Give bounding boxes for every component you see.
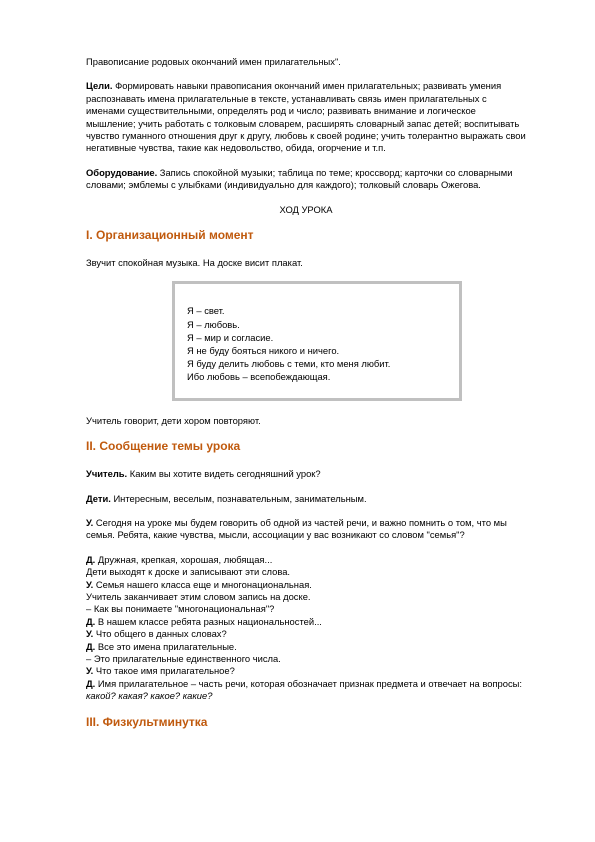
speech-text: Каким вы хотите видеть сегодняшний урок? [127, 468, 321, 480]
goals-label: Цели. [86, 80, 113, 92]
speaker-label: Дети. [86, 492, 111, 504]
lesson-heading: ХОД УРОКА [279, 203, 333, 215]
dialogue-line [86, 579, 526, 591]
dialogue-line: Дети выходят к доске и записывают эти слова. [86, 566, 291, 578]
dialogue-line [86, 641, 526, 653]
dialogue-line [86, 678, 526, 703]
dialogue-line: – Как вы понимаете "многонациональная"? [86, 603, 275, 615]
section1-after: Учитель говорит, дети хором повторяют. [86, 414, 261, 426]
speaker-label: У. [86, 665, 94, 677]
speech-text: Все это имена прилагательные. [95, 640, 237, 652]
section-heading-2: II. Сообщение темы урока [86, 439, 241, 454]
dialogue-line [86, 665, 526, 677]
question-words: какой? какая? какое? какие? [86, 690, 213, 702]
teacher-question [86, 517, 526, 542]
speech-text: Интересным, веселым, познавательным, занимательным. [110, 492, 367, 504]
equipment-text: Запись спокойной музыки; таблица по теме; кроссворд; карточки со словарными словами; эмблемы с улыбками (индивидуально для каждого); толковый словарь Ожегова. [86, 166, 513, 191]
poster-line: Я – любовь. [187, 318, 240, 330]
dialogue-line: – Это прилагательные единственного числа. [86, 652, 281, 664]
poster-box [172, 281, 462, 400]
poster-line: Ибо любовь – всепобеждающая. [187, 371, 331, 383]
speaker-label: Учитель. [86, 468, 128, 480]
lesson-title: Правописание родовых окончаний имен прилагательных". [86, 56, 341, 67]
speech-text: В нашем классе ребята разных национальностей... [95, 615, 322, 627]
speaker-label: Д. [86, 640, 96, 652]
speech-text: Дружная, крепкая, хорошая, любящая... [95, 553, 273, 565]
goals-paragraph [86, 80, 526, 154]
document-content [86, 56, 526, 744]
speaker-label: У. [86, 628, 94, 640]
speaker-label: Д. [86, 553, 96, 565]
children-line [86, 493, 526, 505]
teacher-line [86, 468, 526, 480]
dialogue-line [86, 628, 526, 640]
speech-text: Семья нашего класса еще и многонациональная. [93, 578, 312, 590]
equipment-paragraph [86, 167, 526, 192]
speaker-label: У. [86, 578, 94, 590]
dialogue-line [86, 616, 526, 628]
speech-text: Что такое имя прилагательное? [93, 665, 235, 677]
section1-intro: Звучит спокойная музыка. На доске висит плакат. [86, 257, 303, 269]
section-heading-3: III. Физкультминутка [86, 714, 208, 729]
speaker-label: Д. [86, 677, 96, 689]
dialogue-block [86, 554, 526, 703]
poster-line: Я буду делить любовь с теми, кто меня любит. [187, 358, 391, 370]
dialogue-line: Учитель заканчивает этим словом запись на доске. [86, 590, 311, 602]
dialogue-line [86, 554, 526, 566]
equipment-label: Оборудование. [86, 166, 158, 178]
goals-text: Формировать навыки правописания окончаний имен прилагательных; развивать умения распознавать имена прилагательные в тексте, устанавливать связь имен прилагательных с именами существительными, определять род и число; развивать внимание и логическое мышление; учить работать с толковым словарем, расширять словарный запас детей; воспитывать чувство гуманного отношения друг к другу, любовь к своей родине; учить толерантно выражать свои негативные чувства, такие как недовольство, обида, огорчение и т.п. [86, 80, 526, 154]
poster-line: Я не буду бояться никого и ничего. [187, 345, 340, 357]
speech-text: Что общего в данных словах? [93, 628, 227, 640]
speech-text: Сегодня на уроке мы будем говорить об одной из частей речи, и важно помнить о том, что мы семья. Ребята, какие чувства, мысли, ассоциации у вас возникают со словом "семья"? [86, 516, 507, 541]
section-heading-1: I. Организационный момент [86, 228, 254, 243]
speaker-label: Д. [86, 615, 96, 627]
poster-line: Я – свет. [187, 305, 225, 317]
speech-text: Имя прилагательное – часть речи, которая обозначает признак предмета и отвечает на вопросы: [95, 677, 522, 689]
speaker-label: У. [86, 516, 94, 528]
poster-line: Я – мир и согласие. [187, 331, 274, 343]
